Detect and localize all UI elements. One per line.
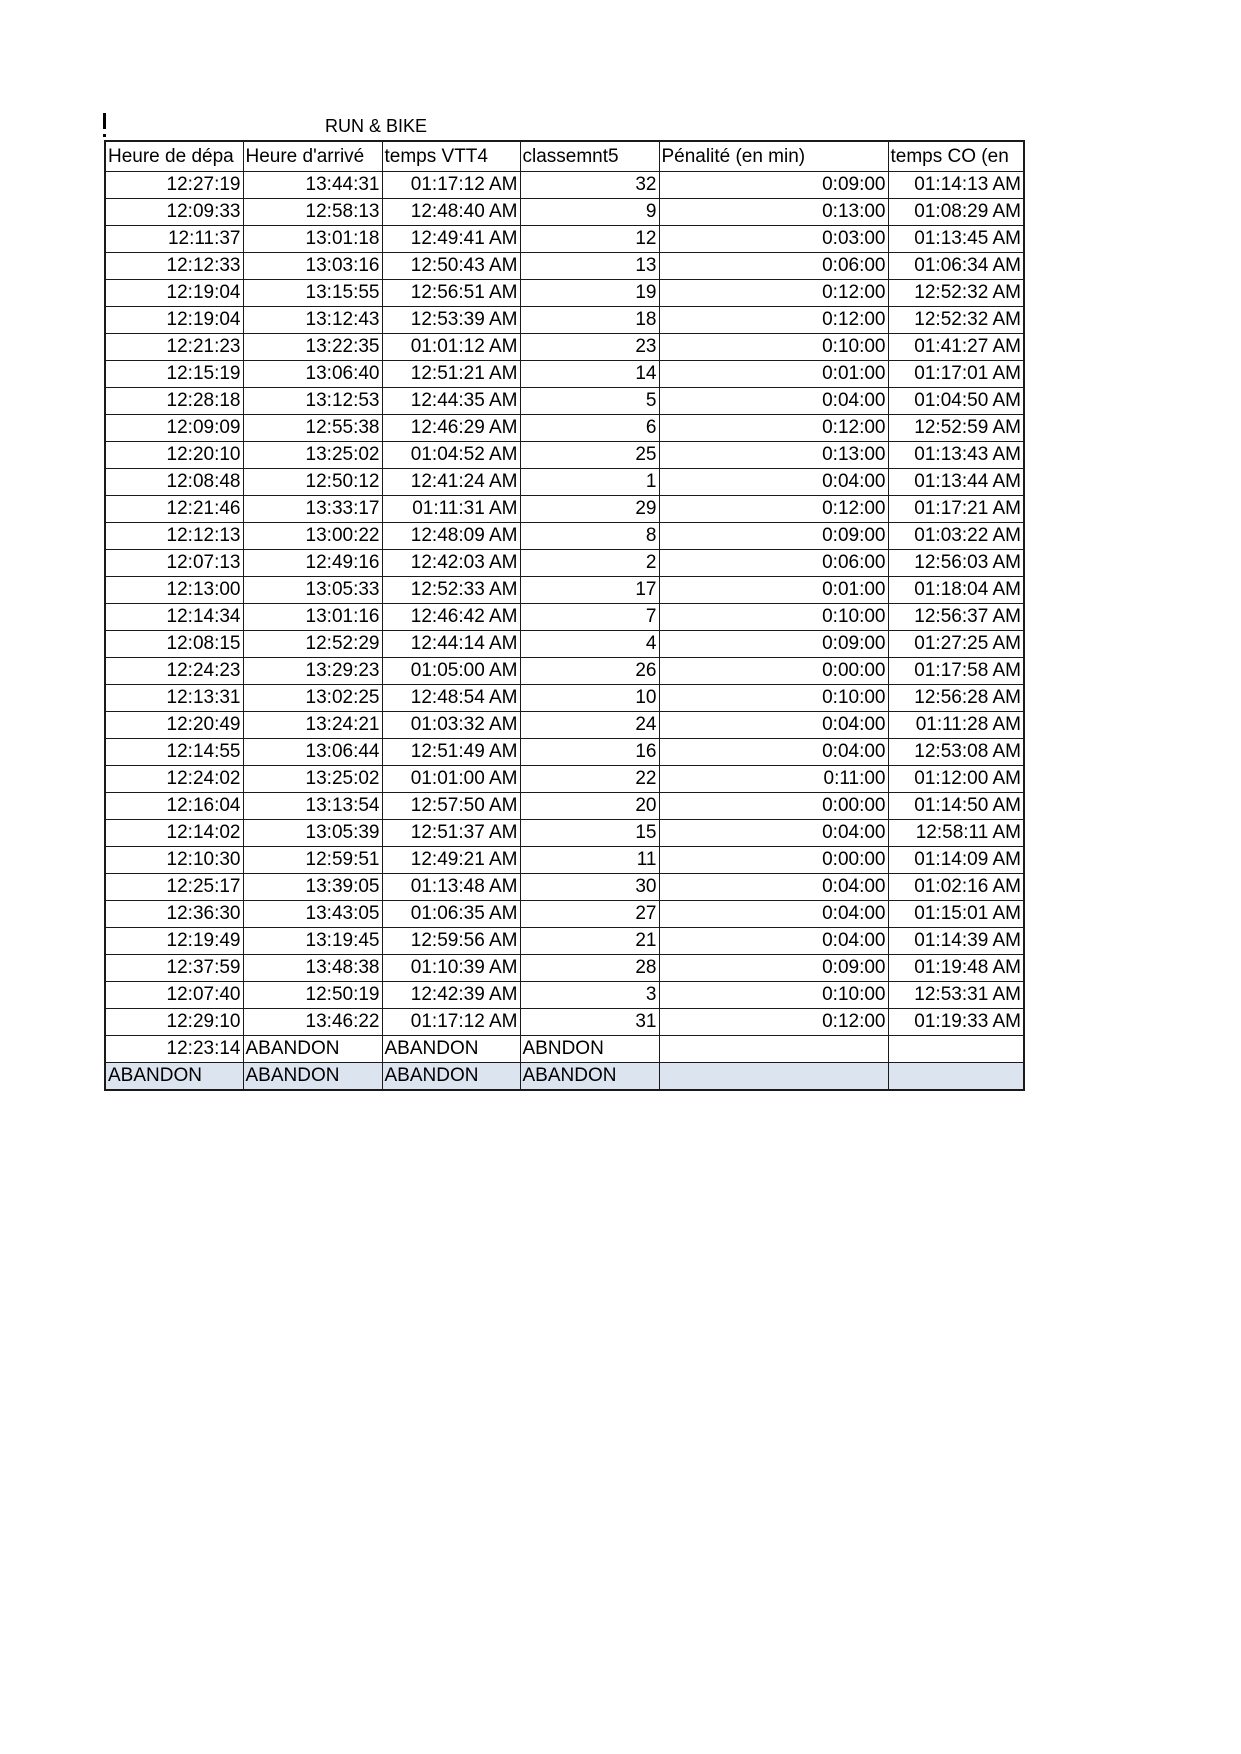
cell-arrivee[interactable]: 13:06:40 [243, 361, 382, 388]
cell-arrivee[interactable]: 13:00:22 [243, 523, 382, 550]
cell-arrivee[interactable]: 13:05:33 [243, 577, 382, 604]
cell-temps-co[interactable]: 01:14:39 AM [888, 928, 1024, 955]
table-row [105, 307, 1024, 334]
col-header-arrivee[interactable]: Heure d'arrivé [243, 141, 382, 172]
cell-penalite[interactable]: 0:13:00 [659, 442, 888, 469]
col-header-temps-co[interactable]: temps CO (en [888, 141, 1024, 172]
cell-temps-vtt[interactable]: ABANDON [382, 1063, 520, 1091]
cell-temps-co[interactable]: 12:52:32 AM [888, 307, 1024, 334]
cell-temps-vtt[interactable]: 01:10:39 AM [382, 955, 520, 982]
cell-temps-vtt[interactable]: 12:51:21 AM [382, 361, 520, 388]
cell-penalite[interactable]: 0:13:00 [659, 199, 888, 226]
cell-temps-co[interactable]: 12:53:31 AM [888, 982, 1024, 1009]
table-row [105, 901, 1024, 928]
cell-penalite[interactable]: 0:06:00 [659, 253, 888, 280]
cell-arrivee[interactable]: 13:06:44 [243, 739, 382, 766]
cell-penalite[interactable]: 0:04:00 [659, 388, 888, 415]
cell-temps-co[interactable]: 12:56:37 AM [888, 604, 1024, 631]
cell-temps-vtt[interactable]: 01:06:35 AM [382, 901, 520, 928]
cell-arrivee[interactable]: 13:29:23 [243, 658, 382, 685]
cell-classement[interactable]: 31 [520, 1009, 659, 1036]
cell-arrivee[interactable]: 12:55:38 [243, 415, 382, 442]
cell-arrivee[interactable]: 12:52:29 [243, 631, 382, 658]
cell-arrivee[interactable]: 13:19:45 [243, 928, 382, 955]
cell-temps-co[interactable]: 01:04:50 AM [888, 388, 1024, 415]
cell-classement[interactable]: 5 [520, 388, 659, 415]
cell-temps-co[interactable]: 01:02:16 AM [888, 874, 1024, 901]
cell-temps-vtt[interactable]: 12:51:49 AM [382, 739, 520, 766]
table-row [105, 658, 1024, 685]
cell-temps-co[interactable]: 01:03:22 AM [888, 523, 1024, 550]
cell-penalite[interactable]: 0:10:00 [659, 685, 888, 712]
cell-classement[interactable]: 4 [520, 631, 659, 658]
cell-temps-co[interactable] [888, 1036, 1024, 1063]
col-header-depart[interactable]: Heure de dépa [105, 141, 243, 172]
cell-temps-co[interactable]: 01:19:33 AM [888, 1009, 1024, 1036]
cell-temps-vtt[interactable]: 12:48:40 AM [382, 199, 520, 226]
cell-temps-co[interactable]: 12:52:59 AM [888, 415, 1024, 442]
cell-classement[interactable]: 19 [520, 280, 659, 307]
cell-penalite[interactable]: 0:10:00 [659, 982, 888, 1009]
cell-penalite[interactable]: 0:00:00 [659, 658, 888, 685]
cell-penalite[interactable]: 0:09:00 [659, 631, 888, 658]
cell-depart[interactable]: 12:20:49 [105, 712, 243, 739]
cell-temps-co[interactable]: 01:13:44 AM [888, 469, 1024, 496]
cell-penalite[interactable] [659, 1036, 888, 1063]
cell-penalite[interactable] [659, 1063, 888, 1091]
cell-temps-vtt[interactable]: 12:48:54 AM [382, 685, 520, 712]
table-row [105, 334, 1024, 361]
cell-penalite[interactable]: 0:00:00 [659, 793, 888, 820]
cell-depart[interactable]: 12:07:13 [105, 550, 243, 577]
cell-arrivee[interactable]: 13:25:02 [243, 766, 382, 793]
table-row [105, 577, 1024, 604]
cell-temps-vtt[interactable]: 01:13:48 AM [382, 874, 520, 901]
cell-temps-co[interactable]: 01:19:48 AM [888, 955, 1024, 982]
cell-penalite[interactable]: 0:06:00 [659, 550, 888, 577]
table-row [105, 496, 1024, 523]
cell-arrivee[interactable]: 13:48:38 [243, 955, 382, 982]
cell-depart[interactable]: 12:09:33 [105, 199, 243, 226]
cell-depart[interactable]: 12:14:55 [105, 739, 243, 766]
cell-temps-co[interactable]: 01:17:21 AM [888, 496, 1024, 523]
cell-temps-vtt[interactable]: 12:42:39 AM [382, 982, 520, 1009]
cell-arrivee[interactable]: ABANDON [243, 1063, 382, 1091]
cell-classement[interactable]: 7 [520, 604, 659, 631]
cell-temps-vtt[interactable]: 12:57:50 AM [382, 793, 520, 820]
cell-classement[interactable]: ABNDON [520, 1036, 659, 1063]
cell-depart[interactable]: 12:13:00 [105, 577, 243, 604]
cell-temps-vtt[interactable]: 01:03:32 AM [382, 712, 520, 739]
cell-arrivee[interactable]: 12:50:19 [243, 982, 382, 1009]
cell-classement[interactable]: ABANDON [520, 1063, 659, 1091]
table-row [105, 631, 1024, 658]
cell-penalite[interactable]: 0:09:00 [659, 172, 888, 199]
table-row [105, 793, 1024, 820]
cell-depart[interactable]: 12:13:31 [105, 685, 243, 712]
cell-temps-co[interactable]: 01:18:04 AM [888, 577, 1024, 604]
cell-penalite[interactable]: 0:03:00 [659, 226, 888, 253]
cell-temps-co[interactable]: 01:41:27 AM [888, 334, 1024, 361]
table-row [105, 820, 1024, 847]
cell-penalite[interactable]: 0:04:00 [659, 901, 888, 928]
table-row [105, 1036, 1024, 1063]
cell-temps-co[interactable]: 01:12:00 AM [888, 766, 1024, 793]
cell-depart[interactable]: 12:37:59 [105, 955, 243, 982]
cell-cursor-marker [103, 113, 106, 129]
cell-classement[interactable]: 6 [520, 415, 659, 442]
cell-depart[interactable]: 12:15:19 [105, 361, 243, 388]
cell-classement[interactable]: 21 [520, 928, 659, 955]
cell-temps-vtt[interactable]: 12:49:41 AM [382, 226, 520, 253]
cell-temps-vtt[interactable]: 12:53:39 AM [382, 307, 520, 334]
cell-depart[interactable]: 12:19:49 [105, 928, 243, 955]
cell-penalite[interactable]: 0:10:00 [659, 334, 888, 361]
cell-cursor-handle [103, 134, 106, 137]
table-row [105, 388, 1024, 415]
cell-penalite[interactable]: 0:12:00 [659, 496, 888, 523]
cell-temps-vtt[interactable]: 01:17:12 AM [382, 172, 520, 199]
cell-arrivee[interactable]: ABANDON [243, 1036, 382, 1063]
cell-temps-vtt[interactable]: 12:46:29 AM [382, 415, 520, 442]
cell-depart[interactable]: 12:25:17 [105, 874, 243, 901]
cell-depart[interactable]: 12:14:02 [105, 820, 243, 847]
table-row [105, 1063, 1024, 1091]
cell-classement[interactable]: 30 [520, 874, 659, 901]
cell-temps-co[interactable]: 01:08:29 AM [888, 199, 1024, 226]
table-row [105, 982, 1024, 1009]
cell-penalite[interactable]: 0:04:00 [659, 739, 888, 766]
cell-arrivee[interactable]: 13:12:43 [243, 307, 382, 334]
cell-arrivee[interactable]: 13:25:02 [243, 442, 382, 469]
table-row [105, 442, 1024, 469]
table-row [105, 469, 1024, 496]
cell-temps-co[interactable]: 01:13:43 AM [888, 442, 1024, 469]
table-row [105, 847, 1024, 874]
cell-penalite[interactable]: 0:04:00 [659, 928, 888, 955]
cell-depart[interactable]: 12:21:46 [105, 496, 243, 523]
results-table [104, 140, 1025, 1091]
table-row [105, 361, 1024, 388]
cell-arrivee[interactable]: 13:43:05 [243, 901, 382, 928]
cell-depart[interactable]: 12:36:30 [105, 901, 243, 928]
cell-temps-co[interactable]: 01:06:34 AM [888, 253, 1024, 280]
table-row [105, 766, 1024, 793]
table-row [105, 712, 1024, 739]
cell-temps-co[interactable]: 01:14:09 AM [888, 847, 1024, 874]
cell-classement[interactable]: 17 [520, 577, 659, 604]
cell-arrivee[interactable]: 13:39:05 [243, 874, 382, 901]
cell-classement[interactable]: 12 [520, 226, 659, 253]
cell-penalite[interactable]: 0:00:00 [659, 847, 888, 874]
cell-temps-vtt[interactable]: ABANDON [382, 1036, 520, 1063]
cell-penalite[interactable]: 0:01:00 [659, 577, 888, 604]
cell-arrivee[interactable]: 13:13:54 [243, 793, 382, 820]
cell-classement[interactable]: 29 [520, 496, 659, 523]
cell-arrivee[interactable]: 12:59:51 [243, 847, 382, 874]
cell-depart[interactable]: 12:19:04 [105, 307, 243, 334]
cell-temps-vtt[interactable]: 01:05:00 AM [382, 658, 520, 685]
cell-classement[interactable]: 25 [520, 442, 659, 469]
table-row [105, 523, 1024, 550]
cell-depart[interactable]: 12:19:04 [105, 280, 243, 307]
cell-temps-vtt[interactable]: 12:51:37 AM [382, 820, 520, 847]
cell-temps-vtt[interactable]: 01:04:52 AM [382, 442, 520, 469]
table-row [105, 955, 1024, 982]
cell-classement[interactable]: 23 [520, 334, 659, 361]
cell-penalite[interactable]: 0:12:00 [659, 280, 888, 307]
cell-classement[interactable]: 15 [520, 820, 659, 847]
cell-classement[interactable]: 27 [520, 901, 659, 928]
cell-temps-vtt[interactable]: 12:59:56 AM [382, 928, 520, 955]
cell-temps-vtt[interactable]: 12:49:21 AM [382, 847, 520, 874]
cell-temps-vtt[interactable]: 12:56:51 AM [382, 280, 520, 307]
cell-depart[interactable]: 12:24:23 [105, 658, 243, 685]
cell-depart[interactable]: 12:21:23 [105, 334, 243, 361]
cell-classement[interactable]: 20 [520, 793, 659, 820]
cell-depart[interactable]: 12:11:37 [105, 226, 243, 253]
table-row [105, 226, 1024, 253]
cell-penalite[interactable]: 0:12:00 [659, 1009, 888, 1036]
cell-classement[interactable]: 28 [520, 955, 659, 982]
cell-depart[interactable]: 12:27:19 [105, 172, 243, 199]
cell-classement[interactable]: 24 [520, 712, 659, 739]
cell-depart[interactable]: ABANDON [105, 1063, 243, 1091]
cell-arrivee[interactable]: 13:12:53 [243, 388, 382, 415]
cell-classement[interactable]: 3 [520, 982, 659, 1009]
cell-depart[interactable]: 12:08:15 [105, 631, 243, 658]
cell-temps-vtt[interactable]: 12:46:42 AM [382, 604, 520, 631]
cell-temps-co[interactable]: 01:13:45 AM [888, 226, 1024, 253]
table-row [105, 739, 1024, 766]
cell-arrivee[interactable]: 13:01:18 [243, 226, 382, 253]
cell-depart[interactable]: 12:16:04 [105, 793, 243, 820]
cell-arrivee[interactable]: 13:33:17 [243, 496, 382, 523]
cell-classement[interactable]: 18 [520, 307, 659, 334]
cell-penalite[interactable]: 0:09:00 [659, 523, 888, 550]
cell-temps-co[interactable]: 01:27:25 AM [888, 631, 1024, 658]
cell-temps-co[interactable] [888, 1063, 1024, 1091]
cell-temps-co[interactable]: 01:14:13 AM [888, 172, 1024, 199]
table-row [105, 928, 1024, 955]
cell-temps-vtt[interactable]: 12:44:14 AM [382, 631, 520, 658]
cell-temps-vtt[interactable]: 01:17:12 AM [382, 1009, 520, 1036]
cell-temps-co[interactable]: 12:56:03 AM [888, 550, 1024, 577]
cell-penalite[interactable]: 0:10:00 [659, 604, 888, 631]
cell-depart[interactable]: 12:28:18 [105, 388, 243, 415]
cell-classement[interactable]: 16 [520, 739, 659, 766]
cell-penalite[interactable]: 0:04:00 [659, 469, 888, 496]
cell-classement[interactable]: 10 [520, 685, 659, 712]
table-row [105, 1009, 1024, 1036]
cell-penalite[interactable]: 0:04:00 [659, 820, 888, 847]
cell-temps-co[interactable]: 01:11:28 AM [888, 712, 1024, 739]
header-row [105, 141, 1024, 172]
col-header-classement[interactable]: classemnt5 [520, 141, 659, 172]
cell-penalite[interactable]: 0:12:00 [659, 415, 888, 442]
cell-penalite[interactable]: 0:01:00 [659, 361, 888, 388]
cell-temps-co[interactable]: 12:56:28 AM [888, 685, 1024, 712]
table-row [105, 685, 1024, 712]
cell-depart[interactable]: 12:12:33 [105, 253, 243, 280]
cell-temps-vtt[interactable]: 01:11:31 AM [382, 496, 520, 523]
cell-arrivee[interactable]: 12:49:16 [243, 550, 382, 577]
cell-temps-co[interactable]: 01:14:50 AM [888, 793, 1024, 820]
cell-classement[interactable]: 13 [520, 253, 659, 280]
cell-depart[interactable]: 12:12:13 [105, 523, 243, 550]
cell-classement[interactable]: 1 [520, 469, 659, 496]
table-row [105, 172, 1024, 199]
cell-temps-vtt[interactable]: 12:42:03 AM [382, 550, 520, 577]
cell-classement[interactable]: 32 [520, 172, 659, 199]
cell-depart[interactable]: 12:14:34 [105, 604, 243, 631]
cell-depart[interactable]: 12:07:40 [105, 982, 243, 1009]
cell-arrivee[interactable]: 13:03:16 [243, 253, 382, 280]
cell-classement[interactable]: 2 [520, 550, 659, 577]
cell-temps-vtt[interactable]: 12:52:33 AM [382, 577, 520, 604]
cell-classement[interactable]: 14 [520, 361, 659, 388]
cell-temps-co[interactable]: 01:15:01 AM [888, 901, 1024, 928]
cell-arrivee[interactable]: 13:05:39 [243, 820, 382, 847]
table-row [105, 415, 1024, 442]
cell-temps-co[interactable]: 01:17:58 AM [888, 658, 1024, 685]
cell-arrivee[interactable]: 13:46:22 [243, 1009, 382, 1036]
cell-arrivee[interactable]: 13:22:35 [243, 334, 382, 361]
cell-penalite[interactable]: 0:11:00 [659, 766, 888, 793]
table-row [105, 253, 1024, 280]
table-row [105, 550, 1024, 577]
cell-penalite[interactable]: 0:12:00 [659, 307, 888, 334]
cell-classement[interactable]: 22 [520, 766, 659, 793]
table-row [105, 604, 1024, 631]
cell-classement[interactable]: 11 [520, 847, 659, 874]
cell-depart[interactable]: 12:24:02 [105, 766, 243, 793]
table-row [105, 199, 1024, 226]
col-header-temps-vtt[interactable]: temps VTT4 [382, 141, 520, 172]
cell-depart[interactable]: 12:23:14 [105, 1036, 243, 1063]
cell-penalite[interactable]: 0:04:00 [659, 712, 888, 739]
cell-temps-co[interactable]: 12:52:32 AM [888, 280, 1024, 307]
cell-temps-co[interactable]: 12:53:08 AM [888, 739, 1024, 766]
cell-depart[interactable]: 12:29:10 [105, 1009, 243, 1036]
cell-arrivee[interactable]: 13:02:25 [243, 685, 382, 712]
cell-arrivee[interactable]: 13:01:16 [243, 604, 382, 631]
cell-temps-vtt[interactable]: 01:01:00 AM [382, 766, 520, 793]
cell-temps-co[interactable]: 01:17:01 AM [888, 361, 1024, 388]
cell-penalite[interactable]: 0:09:00 [659, 955, 888, 982]
cell-arrivee[interactable]: 12:58:13 [243, 199, 382, 226]
cell-temps-vtt[interactable]: 01:01:12 AM [382, 334, 520, 361]
col-header-penalite[interactable]: Pénalité (en min) [659, 141, 888, 172]
cell-depart[interactable]: 12:08:48 [105, 469, 243, 496]
cell-arrivee[interactable]: 13:44:31 [243, 172, 382, 199]
cell-temps-vtt[interactable]: 12:44:35 AM [382, 388, 520, 415]
cell-depart[interactable]: 12:20:10 [105, 442, 243, 469]
cell-arrivee[interactable]: 13:24:21 [243, 712, 382, 739]
cell-depart[interactable]: 12:10:30 [105, 847, 243, 874]
cell-classement[interactable]: 26 [520, 658, 659, 685]
cell-depart[interactable]: 12:09:09 [105, 415, 243, 442]
table-row [105, 874, 1024, 901]
table-row [105, 280, 1024, 307]
cell-arrivee[interactable]: 12:50:12 [243, 469, 382, 496]
cell-temps-vtt[interactable]: 12:41:24 AM [382, 469, 520, 496]
cell-classement[interactable]: 9 [520, 199, 659, 226]
cell-classement[interactable]: 8 [520, 523, 659, 550]
cell-arrivee[interactable]: 13:15:55 [243, 280, 382, 307]
cell-penalite[interactable]: 0:04:00 [659, 874, 888, 901]
cell-temps-vtt[interactable]: 12:48:09 AM [382, 523, 520, 550]
cell-temps-co[interactable]: 12:58:11 AM [888, 820, 1024, 847]
sheet-title: RUN & BIKE [325, 116, 428, 136]
cell-temps-vtt[interactable]: 12:50:43 AM [382, 253, 520, 280]
